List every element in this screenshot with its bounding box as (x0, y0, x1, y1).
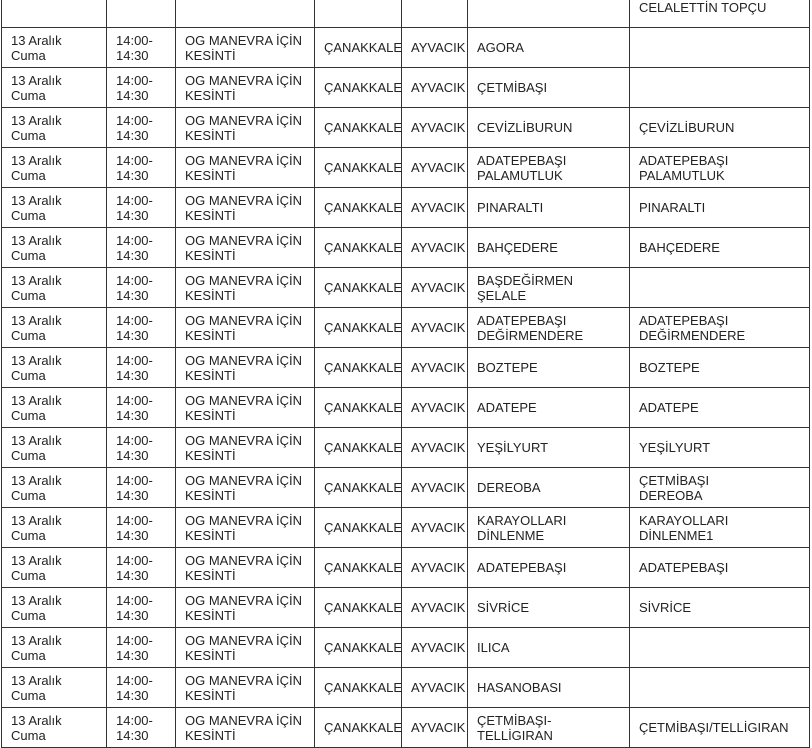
date-cell: 13 Aralık Cuma (2, 268, 107, 308)
outage-type-cell: OG MANEVRA İÇİN KESİNTİ (176, 428, 315, 468)
streets-cell: ADATEPEBAŞI DEĞİRMENDERE (630, 308, 810, 348)
streets-cell: CELALETTİN TOPÇU (630, 0, 810, 28)
date-cell: 13 Aralık Cuma (2, 548, 107, 588)
date-cell: 13 Aralık Cuma (2, 348, 107, 388)
area-cell: PINARALTI (468, 188, 630, 228)
area-cell: SİVRİCE (468, 588, 630, 628)
date-cell: 13 Aralık Cuma (2, 68, 107, 108)
city-cell: ÇANAKKALE (315, 588, 402, 628)
table-row (2, 628, 810, 668)
area-cell: BAŞDEĞİRMEN ŞELALE (468, 268, 630, 308)
district-cell: AYVACIK (402, 508, 468, 548)
district-cell: AYVACIK (402, 428, 468, 468)
date-cell: 13 Aralık Cuma (2, 28, 107, 68)
district-cell: AYVACIK (402, 188, 468, 228)
outage-type-cell: OG MANEVRA İÇİN KESİNTİ (176, 348, 315, 388)
city-cell: ÇANAKKALE (315, 708, 402, 748)
outage-type-cell: OG MANEVRA İÇİN KESİNTİ (176, 508, 315, 548)
district-cell: AYVACIK (402, 388, 468, 428)
district-cell: AYVACIK (402, 28, 468, 68)
streets-cell: YEŞİLYURT (630, 428, 810, 468)
time-cell: 14:00- 14:30 (107, 228, 176, 268)
table-row (2, 428, 810, 468)
city-cell: ÇANAKKALE (315, 28, 402, 68)
area-cell: HASANOBASI (468, 668, 630, 708)
area-cell: ADATEPEBAŞI PALAMUTLUK (468, 148, 630, 188)
city-cell: ÇANAKKALE (315, 628, 402, 668)
table-row (2, 348, 810, 388)
city-cell: ÇANAKKALE (315, 668, 402, 708)
area-cell: BAHÇEDERE (468, 228, 630, 268)
table-row (2, 28, 810, 68)
streets-cell: ÇETMİBAŞI DEREOBA (630, 468, 810, 508)
streets-cell (630, 68, 810, 108)
time-cell: 14:00- 14:30 (107, 148, 176, 188)
area-cell: AGORA (468, 28, 630, 68)
date-cell: 13 Aralık Cuma (2, 668, 107, 708)
area-cell (468, 0, 630, 28)
table-row (2, 548, 810, 588)
city-cell: ÇANAKKALE (315, 268, 402, 308)
outage-type-cell: OG MANEVRA İÇİN KESİNTİ (176, 388, 315, 428)
table-row (2, 468, 810, 508)
time-cell: 14:00- 14:30 (107, 628, 176, 668)
time-cell: 14:00- 14:30 (107, 188, 176, 228)
time-cell: 14:00- 14:30 (107, 508, 176, 548)
table-row (2, 148, 810, 188)
table-row (2, 588, 810, 628)
district-cell: AYVACIK (402, 468, 468, 508)
outage-type-cell: OG MANEVRA İÇİN KESİNTİ (176, 588, 315, 628)
district-cell: AYVACIK (402, 548, 468, 588)
date-cell: 13 Aralık Cuma (2, 388, 107, 428)
city-cell (315, 0, 402, 28)
area-cell: BOZTEPE (468, 348, 630, 388)
district-cell: AYVACIK (402, 588, 468, 628)
outage-type-cell: OG MANEVRA İÇİN KESİNTİ (176, 628, 315, 668)
time-cell (107, 0, 176, 28)
outage-type-cell: OG MANEVRA İÇİN KESİNTİ (176, 188, 315, 228)
time-cell: 14:00- 14:30 (107, 308, 176, 348)
date-cell: 13 Aralık Cuma (2, 148, 107, 188)
city-cell: ÇANAKKALE (315, 228, 402, 268)
table-row (2, 388, 810, 428)
streets-cell: ÇEVİZLİBURUN (630, 108, 810, 148)
outage-type-cell: OG MANEVRA İÇİN KESİNTİ (176, 68, 315, 108)
time-cell: 14:00- 14:30 (107, 708, 176, 748)
area-cell: ADATEPEBAŞI (468, 548, 630, 588)
outage-type-cell: OG MANEVRA İÇİN KESİNTİ (176, 708, 315, 748)
outage-type-cell: OG MANEVRA İÇİN KESİNTİ (176, 148, 315, 188)
city-cell: ÇANAKKALE (315, 68, 402, 108)
streets-cell (630, 28, 810, 68)
date-cell: 13 Aralık Cuma (2, 188, 107, 228)
area-cell: ÇETMİBAŞI-TELLİGIRAN (468, 708, 630, 748)
streets-cell (630, 268, 810, 308)
area-cell: KARAYOLLARI DİNLENME (468, 508, 630, 548)
outage-type-cell: OG MANEVRA İÇİN KESİNTİ (176, 548, 315, 588)
streets-cell: SİVRİCE (630, 588, 810, 628)
time-cell: 14:00- 14:30 (107, 28, 176, 68)
outage-type-cell: OG MANEVRA İÇİN KESİNTİ (176, 668, 315, 708)
date-cell: 13 Aralık Cuma (2, 508, 107, 548)
table-row (2, 668, 810, 708)
city-cell: ÇANAKKALE (315, 508, 402, 548)
district-cell: AYVACIK (402, 668, 468, 708)
city-cell: ÇANAKKALE (315, 428, 402, 468)
time-cell: 14:00- 14:30 (107, 548, 176, 588)
streets-cell: ÇETMİBAŞI/TELLİGIRAN (630, 708, 810, 748)
outage-type-cell: OG MANEVRA İÇİN KESİNTİ (176, 468, 315, 508)
table-row (2, 108, 810, 148)
streets-cell: ADATEPE (630, 388, 810, 428)
time-cell: 14:00- 14:30 (107, 388, 176, 428)
streets-cell: BAHÇEDERE (630, 228, 810, 268)
date-cell: 13 Aralık Cuma (2, 628, 107, 668)
outage-type-cell: OG MANEVRA İÇİN KESİNTİ (176, 228, 315, 268)
district-cell: AYVACIK (402, 628, 468, 668)
district-cell: AYVACIK (402, 708, 468, 748)
time-cell: 14:00- 14:30 (107, 588, 176, 628)
table-row (2, 708, 810, 748)
district-cell: AYVACIK (402, 348, 468, 388)
outage-type-cell: OG MANEVRA İÇİN KESİNTİ (176, 28, 315, 68)
area-cell: ADATEPE (468, 388, 630, 428)
date-cell: 13 Aralık Cuma (2, 228, 107, 268)
outage-type-cell: OG MANEVRA İÇİN KESİNTİ (176, 268, 315, 308)
area-cell: ADATEPEBAŞI DEĞİRMENDERE (468, 308, 630, 348)
time-cell: 14:00- 14:30 (107, 268, 176, 308)
city-cell: ÇANAKKALE (315, 188, 402, 228)
date-cell: 13 Aralık Cuma (2, 588, 107, 628)
streets-cell: ADATEPEBAŞI PALAMUTLUK (630, 148, 810, 188)
table-row (2, 508, 810, 548)
district-cell: AYVACIK (402, 68, 468, 108)
district-cell: AYVACIK (402, 228, 468, 268)
table-row (2, 188, 810, 228)
city-cell: ÇANAKKALE (315, 148, 402, 188)
city-cell: ÇANAKKALE (315, 308, 402, 348)
type-cell (176, 0, 315, 28)
city-cell: ÇANAKKALE (315, 348, 402, 388)
streets-cell (630, 628, 810, 668)
table-row-partial (2, 0, 810, 28)
area-cell: YEŞİLYURT (468, 428, 630, 468)
date-cell: 13 Aralık Cuma (2, 428, 107, 468)
area-cell: DEREOBA (468, 468, 630, 508)
district-cell: AYVACIK (402, 108, 468, 148)
outage-table-body (2, 0, 810, 748)
city-cell: ÇANAKKALE (315, 108, 402, 148)
city-cell: ÇANAKKALE (315, 468, 402, 508)
time-cell: 14:00- 14:30 (107, 108, 176, 148)
district-cell (402, 0, 468, 28)
outage-type-cell: OG MANEVRA İÇİN KESİNTİ (176, 108, 315, 148)
area-cell: ILICA (468, 628, 630, 668)
streets-cell: ADATEPEBAŞI (630, 548, 810, 588)
time-cell: 14:00- 14:30 (107, 468, 176, 508)
time-cell: 14:00- 14:30 (107, 348, 176, 388)
outage-table (1, 0, 810, 748)
streets-cell: BOZTEPE (630, 348, 810, 388)
outage-type-cell: OG MANEVRA İÇİN KESİNTİ (176, 308, 315, 348)
streets-cell (630, 668, 810, 708)
table-row (2, 228, 810, 268)
time-cell: 14:00- 14:30 (107, 68, 176, 108)
district-cell: AYVACIK (402, 308, 468, 348)
district-cell: AYVACIK (402, 148, 468, 188)
table-row (2, 268, 810, 308)
time-cell: 14:00- 14:30 (107, 428, 176, 468)
area-cell: ÇETMİBAŞI (468, 68, 630, 108)
area-cell: CEVİZLİBURUN (468, 108, 630, 148)
table-row (2, 308, 810, 348)
city-cell: ÇANAKKALE (315, 548, 402, 588)
time-cell: 14:00- 14:30 (107, 668, 176, 708)
table-row (2, 68, 810, 108)
date-cell: 13 Aralık Cuma (2, 308, 107, 348)
date-cell (2, 0, 107, 28)
district-cell: AYVACIK (402, 268, 468, 308)
streets-cell: KARAYOLLARI DİNLENME1 (630, 508, 810, 548)
city-cell: ÇANAKKALE (315, 388, 402, 428)
date-cell: 13 Aralık Cuma (2, 708, 107, 748)
date-cell: 13 Aralık Cuma (2, 468, 107, 508)
date-cell: 13 Aralık Cuma (2, 108, 107, 148)
streets-cell: PINARALTI (630, 188, 810, 228)
